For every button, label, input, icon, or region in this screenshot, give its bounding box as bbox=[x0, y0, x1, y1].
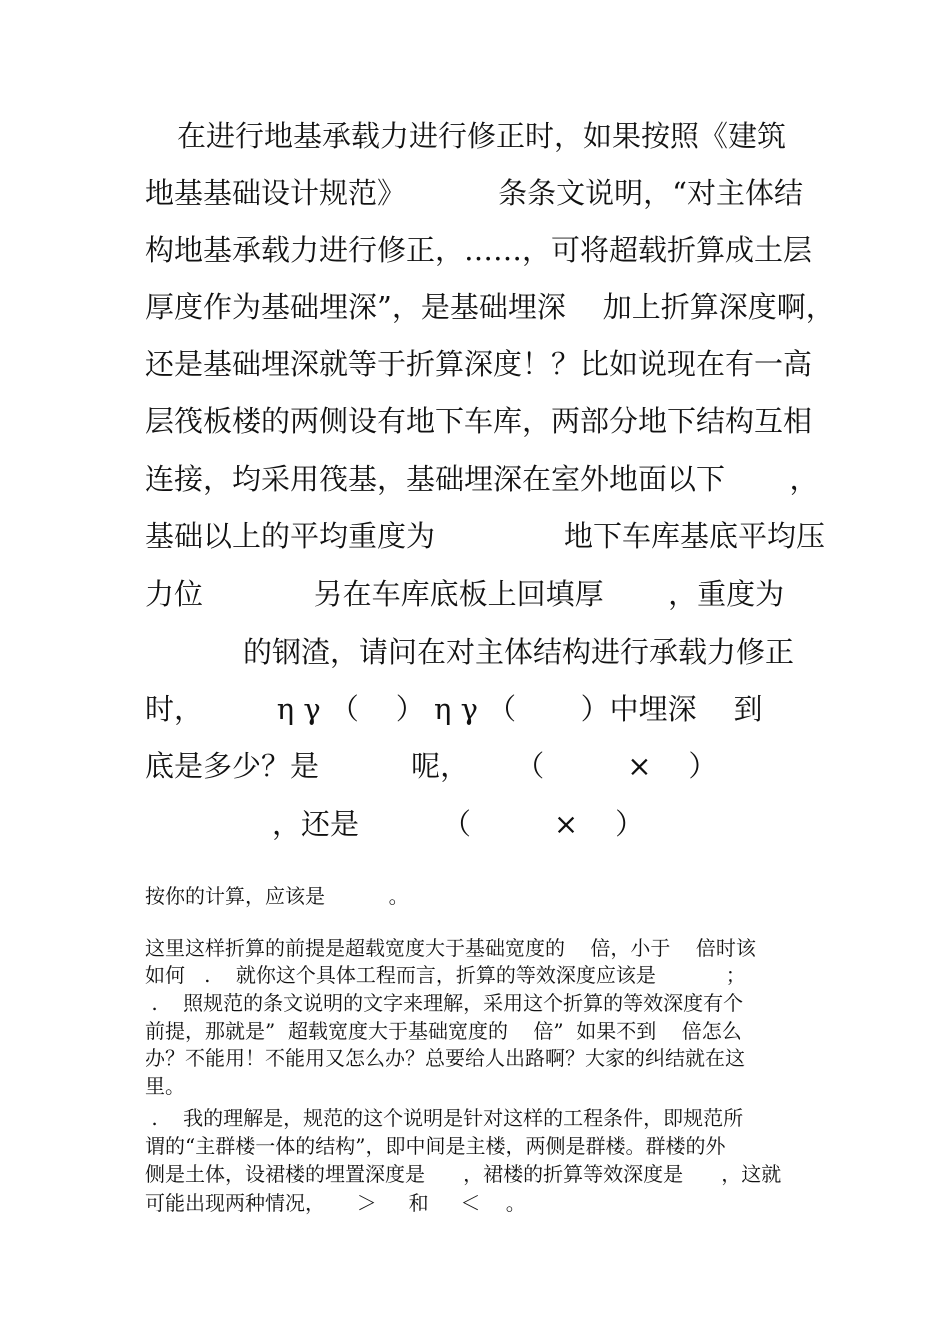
answer-intro: 按你的计算，应该是 。 bbox=[145, 884, 409, 908]
answer-para3-line-2: 谓的“主群楼一体的结构”，即中间是主楼，两侧是群楼。群楼的外 bbox=[145, 1134, 726, 1158]
question-line-10: 的钢渣，请问在对主体结构进行承载力修正 bbox=[243, 635, 795, 669]
question-line-9: 力位 另在车库底板上回填厚 ，重度为 bbox=[145, 577, 785, 611]
answer-para3-line-1: . 我的理解是，规范的这个说明是针对这样的工程条件，即规范所 bbox=[145, 1106, 744, 1130]
answer-para2-line-1: . 照规范的条文说明的文字来理解，采用这个折算的等效深度有个 bbox=[145, 991, 744, 1015]
question-line-13: ，还是 （ × ） bbox=[272, 807, 645, 841]
answer-para2-line-3: 办？不能用！不能用又怎么办？总要给人出路啊？大家的纠结就在这 bbox=[145, 1046, 745, 1070]
answer-para1-line-1: 这里这样折算的前提是超载宽度大于基础宽度的 倍，小于 倍时该 bbox=[145, 936, 756, 960]
answer-para3-line-4: 可能出现两种情况， ＞ 和 ＜ 。 bbox=[145, 1191, 526, 1215]
question-line-7: 连接，均采用筏基，基础埋深在室外地面以下 ， bbox=[145, 462, 819, 496]
question-line-6: 层筏板楼的两侧设有地下车库，两部分地下结构互相 bbox=[145, 404, 813, 438]
question-line-4: 厚度作为基础埋深”，是基础埋深 加上折算深度啊， bbox=[145, 290, 835, 324]
answer-para3-line-3: 侧是土体，设裙楼的埋置深度是 ，裙楼的折算等效深度是 ，这就 bbox=[145, 1162, 782, 1186]
question-line-1: 在进行地基承载力进行修正时，如果按照《建筑 bbox=[177, 119, 787, 153]
question-line-11: 时， η γ （ ） η γ （ ）中埋深 到 bbox=[145, 692, 763, 726]
question-line-5: 还是基础埋深就等于折算深度！？比如说现在有一高 bbox=[145, 347, 813, 381]
question-line-2: 地基基础设计规范》 条条文说明，“对主体结 bbox=[145, 176, 804, 210]
question-line-8: 基础以上的平均重度为 地下车库基底平均压 bbox=[145, 519, 826, 553]
question-line-3: 构地基承载力进行修正，……，可将超载折算成土层 bbox=[145, 233, 813, 267]
answer-para1-line-2: 如何 . 就你这个具体工程而言，折算的等效深度应该是 ； bbox=[145, 963, 746, 987]
answer-para2-line-2: 前提，那就是” 超载宽度大于基础宽度的 倍” 如果不到 倍怎么 bbox=[145, 1019, 742, 1043]
question-line-12: 底是多少？是 呢， （ × ） bbox=[145, 749, 718, 783]
answer-para2-line-4: 里。 bbox=[145, 1074, 185, 1098]
